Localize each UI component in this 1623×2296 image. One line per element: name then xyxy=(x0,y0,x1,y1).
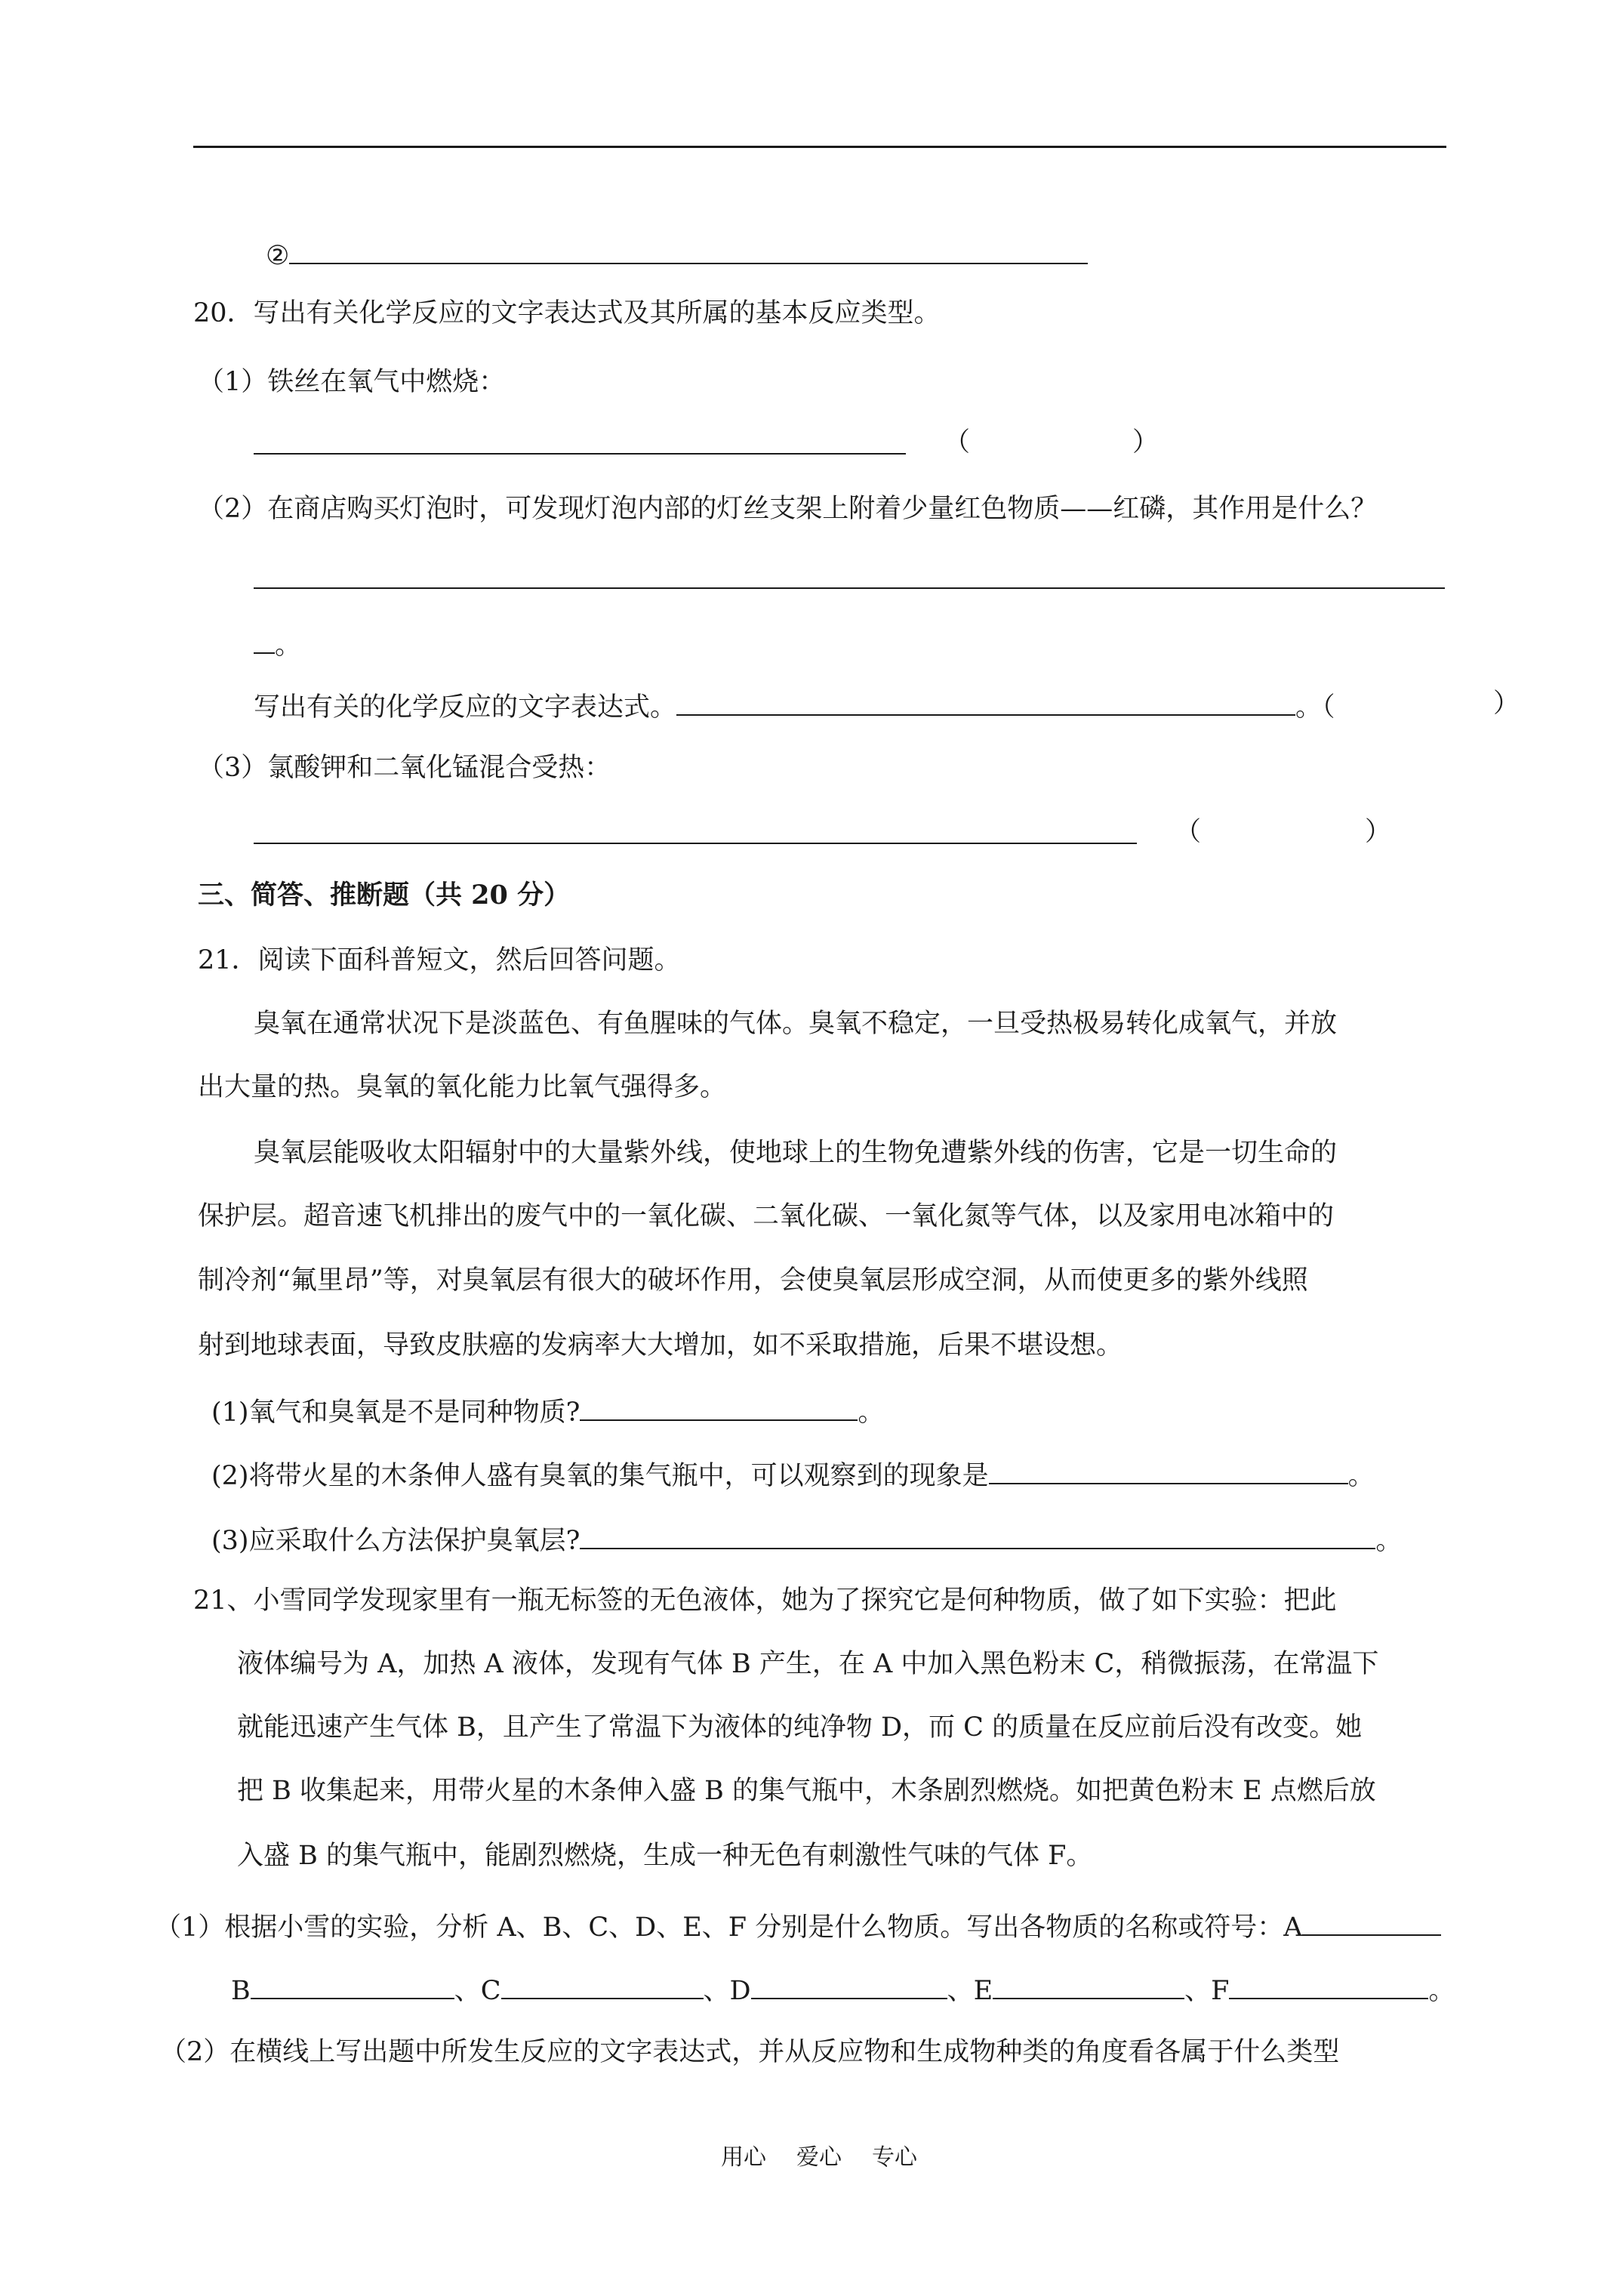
q20-part1-answer xyxy=(254,426,906,463)
q21b-sub2: （2）在横线上写出题中所发生反应的文字表达式，并从反应物和生成物种类的角度看各属于什么类型 xyxy=(160,2037,1340,2067)
q19-item2 xyxy=(266,236,1088,273)
q21-sub3-end: 。 xyxy=(1375,1526,1403,1556)
q21b-sub1 xyxy=(155,1907,1441,1944)
q21-para1-line2: 出大量的热。臭氧的氧化能力比氧气强得多。 xyxy=(198,1072,727,1102)
q21b-line2: 液体编号为 A，加热 A 液体，发现有气体 B 产生，在 A 中加入黑色粉末 C，稍微振荡，在常温下 xyxy=(237,1649,1379,1679)
answer-blank[interactable] xyxy=(580,1392,858,1421)
footer-word-1: 用心 xyxy=(721,2144,766,2171)
answer-blank[interactable] xyxy=(254,625,275,654)
q20-part2: （2）在商店购买灯泡时，可发现灯泡内部的灯丝支架上附着少量红色物质——红磷，其作用是什么？ xyxy=(198,494,1378,524)
footer-word-2: 爱心 xyxy=(796,2144,842,2171)
answer-blank[interactable] xyxy=(254,815,1137,844)
q21-sub1-text: (1)氧气和臭氧是不是同种物质? xyxy=(211,1398,581,1428)
q20-part2-answer-line1 xyxy=(254,560,1445,597)
row-end: 。 xyxy=(1428,1976,1455,2006)
label-f: 、F xyxy=(1184,1976,1230,2006)
reaction-type-paren-close: ） xyxy=(1365,817,1392,847)
q21-para1-line1: 臭氧在通常状况下是淡蓝色、有鱼腥味的气体。臭氧不稳定，一旦受热极易转化成氧气，并放 xyxy=(254,1009,1338,1039)
answer-blank[interactable] xyxy=(289,236,1088,264)
q21-sub2-text: (2)将带火星的木条伸人盛有臭氧的集气瓶中，可以观察到的现象是 xyxy=(211,1461,989,1491)
q20-part2-write-end: 。（ xyxy=(1295,692,1335,723)
q20-part3-answer xyxy=(254,815,1137,852)
answer-blank[interactable] xyxy=(254,426,906,455)
answer-blank-d[interactable] xyxy=(751,1971,947,1999)
answer-blank[interactable] xyxy=(989,1456,1348,1484)
reaction-type-paren-open: （ xyxy=(1175,817,1202,847)
q21-sub3-text: (3)应采取什么方法保护臭氧层? xyxy=(211,1526,581,1556)
answer-blank-a[interactable] xyxy=(1302,1907,1441,1936)
answer-blank[interactable] xyxy=(254,560,1445,589)
q21b-answer-row xyxy=(231,1971,1455,2008)
q20-part2-write xyxy=(254,687,1335,724)
q21-sub3 xyxy=(211,1521,1402,1558)
label-e: 、E xyxy=(947,1976,993,2006)
answer-blank[interactable] xyxy=(676,687,1295,716)
answer-blank-b[interactable] xyxy=(251,1971,454,1999)
footer-word-3: 专心 xyxy=(872,2144,917,2171)
reaction-type-paren-open: （ xyxy=(944,427,971,458)
q21b-line1: 21、小雪同学发现家里有一瓶无标签的无色液体，她为了探究它是何种物质，做了如下实验：把此 xyxy=(193,1586,1337,1616)
page-footer xyxy=(706,2143,932,2173)
q21b-line4: 把 B 收集起来，用带火星的木条伸入盛 B 的集气瓶中，木条剧烈燃烧。如把黄色粉末 E 点燃后放 xyxy=(237,1776,1376,1806)
reaction-type-paren-close: ） xyxy=(1493,689,1520,719)
label-d: 、D xyxy=(703,1976,751,2006)
answer-blank-c[interactable] xyxy=(501,1971,704,1999)
q20-part2-write-label: 写出有关的化学反应的文字表达式。 xyxy=(254,692,677,723)
q19-item2-marker: ② xyxy=(266,241,290,271)
q21-reading-title: 21．阅读下面科普短文，然后回答问题。 xyxy=(198,945,681,975)
q21b-line3: 就能迅速产生气体 B，且产生了常温下为液体的纯净物 D，而 C 的质量在反应前后没有改变。她 xyxy=(237,1712,1363,1743)
q21-sub1-end: 。 xyxy=(858,1398,885,1428)
header-rule xyxy=(193,146,1446,148)
q20-part2-answer-line2 xyxy=(254,625,301,662)
q21-para2-line4: 射到地球表面，导致皮肤癌的发病率大大增加，如不采取措施，后果不堪设想。 xyxy=(198,1330,1123,1361)
q21-sub2-end: 。 xyxy=(1347,1461,1375,1491)
q21b-line5: 入盛 B 的集气瓶中，能剧烈燃烧，生成一种无色有刺激性气味的气体 F。 xyxy=(237,1841,1093,1871)
answer-blank-e[interactable] xyxy=(993,1971,1184,1999)
q21-para2-line3: 制冷剂“氟里昂”等，对臭氧层有很大的破坏作用，会使臭氧层形成空洞，从而使更多的紫外线照 xyxy=(198,1265,1308,1296)
q20-part1: （1）铁丝在氧气中燃烧： xyxy=(198,367,506,397)
q20-title: 20．写出有关化学反应的文字表达式及其所属的基本反应类型。 xyxy=(193,298,941,328)
section3-title: 三、简答、推断题（共 20 分） xyxy=(198,880,571,911)
q21-para2-line1: 臭氧层能吸收太阳辐射中的大量紫外线，使地球上的生物免遭紫外线的伤害，它是一切生命的 xyxy=(254,1138,1338,1168)
q21b-sub1-text: （1）根据小雪的实验，分析 A、B、C、D、E、F 分别是什么物质。写出各物质的名称或符号：A xyxy=(155,1912,1303,1943)
q21-sub2 xyxy=(211,1456,1375,1493)
q21-sub1 xyxy=(211,1392,884,1429)
answer-blank-f[interactable] xyxy=(1229,1971,1428,1999)
label-b: B xyxy=(231,1976,251,2006)
answer-blank[interactable] xyxy=(580,1521,1375,1549)
reaction-type-paren-close: ） xyxy=(1132,427,1160,458)
q20-part3: （3）氯酸钾和二氧化锰混合受热： xyxy=(198,753,611,783)
q21-para2-line2: 保护层。超音速飞机排出的废气中的一氧化碳、二氧化碳、一氧化氮等气体，以及家用电冰箱中的 xyxy=(198,1201,1335,1231)
q20-part2-end: 。 xyxy=(275,630,302,661)
label-c: 、C xyxy=(454,1976,501,2006)
